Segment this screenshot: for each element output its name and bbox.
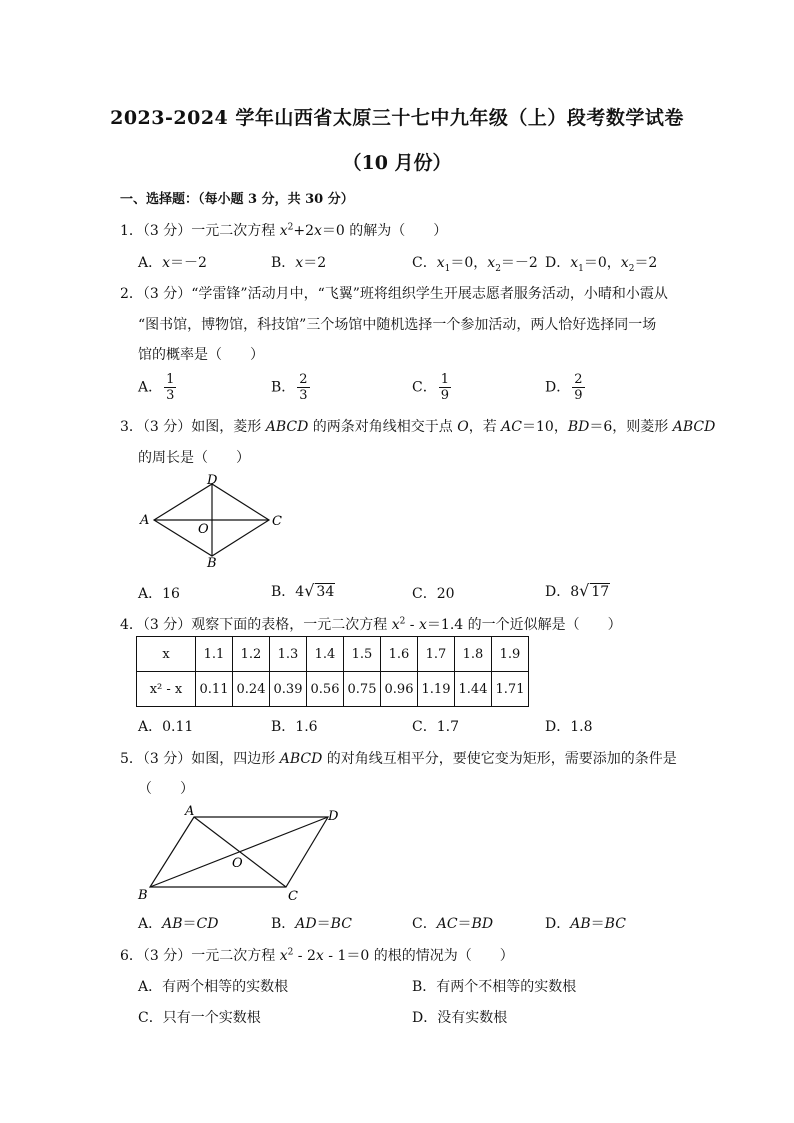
vertex-label-b: B [138, 888, 148, 903]
table-cell: 0.11 [196, 672, 233, 707]
question-3-option-b: B．4√ 34 [271, 581, 335, 600]
vertex-label-d: D [207, 473, 218, 488]
fraction: $\frac{1}{3}$ [166, 372, 175, 403]
question-2-option-b: B． $\frac{2}{3}$ [271, 372, 308, 403]
question-3-option-d: D．8√ 17 [545, 581, 610, 600]
table-cell: 1.9 [492, 637, 529, 672]
question-2-stem-line-3: 馆的概率是（ ） [138, 347, 264, 363]
table-cell: 1.44 [455, 672, 492, 707]
table-header-cell: x [137, 637, 196, 672]
question-1-option-c: C．$x_1=0$，$x_2=-2$ [412, 255, 538, 274]
question-2-option-d: D． $\frac{2}{9}$ [545, 372, 583, 403]
question-4-option-c: C．1.7 [412, 719, 459, 735]
question-6-option-c: C．只有一个实数根 [138, 1010, 261, 1026]
section-heading: 一、选择题：（每小题 3 分，共 30 分） [120, 192, 354, 207]
question-4-option-d: D．1.8 [545, 719, 593, 735]
vertex-label-c: C [288, 889, 298, 904]
table-cell: 1.71 [492, 672, 529, 707]
table-cell: 0.39 [270, 672, 307, 707]
parallelogram-figure [132, 800, 352, 905]
question-1-option-d: D．$x_1=0$，$x_2=2$ [545, 255, 658, 274]
question-3-stem-line-2: 的周长是（ ） [138, 450, 250, 466]
table-cell: 1.2 [233, 637, 270, 672]
question-5-option-c: C．AC＝BD [412, 916, 494, 932]
table-cell: 0.24 [233, 672, 270, 707]
table-cell: 0.75 [344, 672, 381, 707]
question-6-option-b: B．有两个不相等的实数根 [412, 979, 577, 995]
rhombus-figure [130, 472, 300, 572]
exam-subtitle: （10 月份） [342, 152, 452, 174]
vertex-label-a: A [140, 513, 150, 528]
question-1-option-a: A．x＝－2 [138, 255, 207, 271]
table-header-cell: x² - x [137, 672, 196, 707]
center-label-o: O [232, 856, 243, 871]
question-5-option-b: B．AD＝BC [271, 916, 352, 932]
question-2-option-c: C． $\frac{1}{9}$ [412, 372, 449, 403]
question-6-option-d: D．没有实数根 [412, 1010, 508, 1026]
question-3-option-c: C．20 [412, 586, 455, 602]
table-cell: 1.19 [418, 672, 455, 707]
table-cell: 1.8 [455, 637, 492, 672]
question-6-option-a: A．有两个相等的实数根 [138, 979, 289, 995]
question-2-option-a: A． $\frac{1}{3}$ [138, 372, 175, 403]
center-label-o: O [198, 522, 209, 537]
table-row [137, 672, 529, 707]
question-4-option-b: B．1.6 [271, 719, 318, 735]
question-2-stem-line-2: “图书馆，博物馆，科技馆”三个场馆中随机选择一个参加活动，两人恰好选择同一场 [138, 317, 657, 333]
fraction: $\frac{1}{9}$ [440, 372, 449, 403]
table-cell: 0.96 [381, 672, 418, 707]
diagonal-bd [150, 817, 328, 887]
value-table [136, 636, 529, 707]
question-1-option-b: B．x＝2 [271, 255, 327, 271]
question-5-option-a: A．AB＝CD [138, 916, 219, 932]
question-5-stem-line-1: 5．（3 分）如图，四边形 ABCD 的对角线互相平分，要使它变为矩形，需要添加的条件是 [120, 751, 677, 767]
question-4-option-a: A．0.11 [138, 719, 194, 735]
fraction: $\frac{2}{3}$ [299, 372, 308, 403]
question-5-option-d: D．AB＝BC [545, 916, 626, 932]
question-1-stem: 1．（3 分）一元二次方程 $x^2+2x=0$ 的解为（ ） [120, 222, 448, 239]
question-6-stem: 6．（3 分）一元二次方程 $x^2 - 2x - 1=0$ 的根的情况为（ ） [120, 947, 514, 964]
fraction: $\frac{2}{9}$ [574, 372, 583, 403]
exam-title: 2023-2024 学年山西省太原三十七中九年级（上）段考数学试卷 [110, 107, 684, 129]
question-2-stem-line-1: 2．（3 分）“学雷锋”活动月中，“飞翼”班将组织学生开展志愿者服务活动，小晴和小霞从 [120, 286, 668, 302]
vertex-label-d: D [328, 809, 339, 824]
table-cell: 1.5 [344, 637, 381, 672]
table-cell: 1.3 [270, 637, 307, 672]
table-cell: 1.6 [381, 637, 418, 672]
table-cell: 0.56 [307, 672, 344, 707]
table-row [137, 637, 529, 672]
table-cell: 1.7 [418, 637, 455, 672]
table-cell: 1.1 [196, 637, 233, 672]
question-5-stem-line-2: （ ） [138, 781, 194, 797]
vertex-label-c: C [272, 514, 282, 529]
question-3-stem-line-1: 3．（3 分）如图，菱形 ABCD 的两条对角线相交于点 O，若 AC＝10，BD＝6，则菱形 ABCD [120, 419, 716, 435]
question-3-option-a: A．16 [138, 586, 180, 602]
vertex-label-b: B [207, 556, 217, 571]
question-4-stem: 4．（3 分）观察下面的表格，一元二次方程 $x^2 - x=1.4$ 的一个近似解是（ ） [120, 616, 622, 633]
vertex-label-a: A [185, 804, 195, 819]
table-cell: 1.4 [307, 637, 344, 672]
